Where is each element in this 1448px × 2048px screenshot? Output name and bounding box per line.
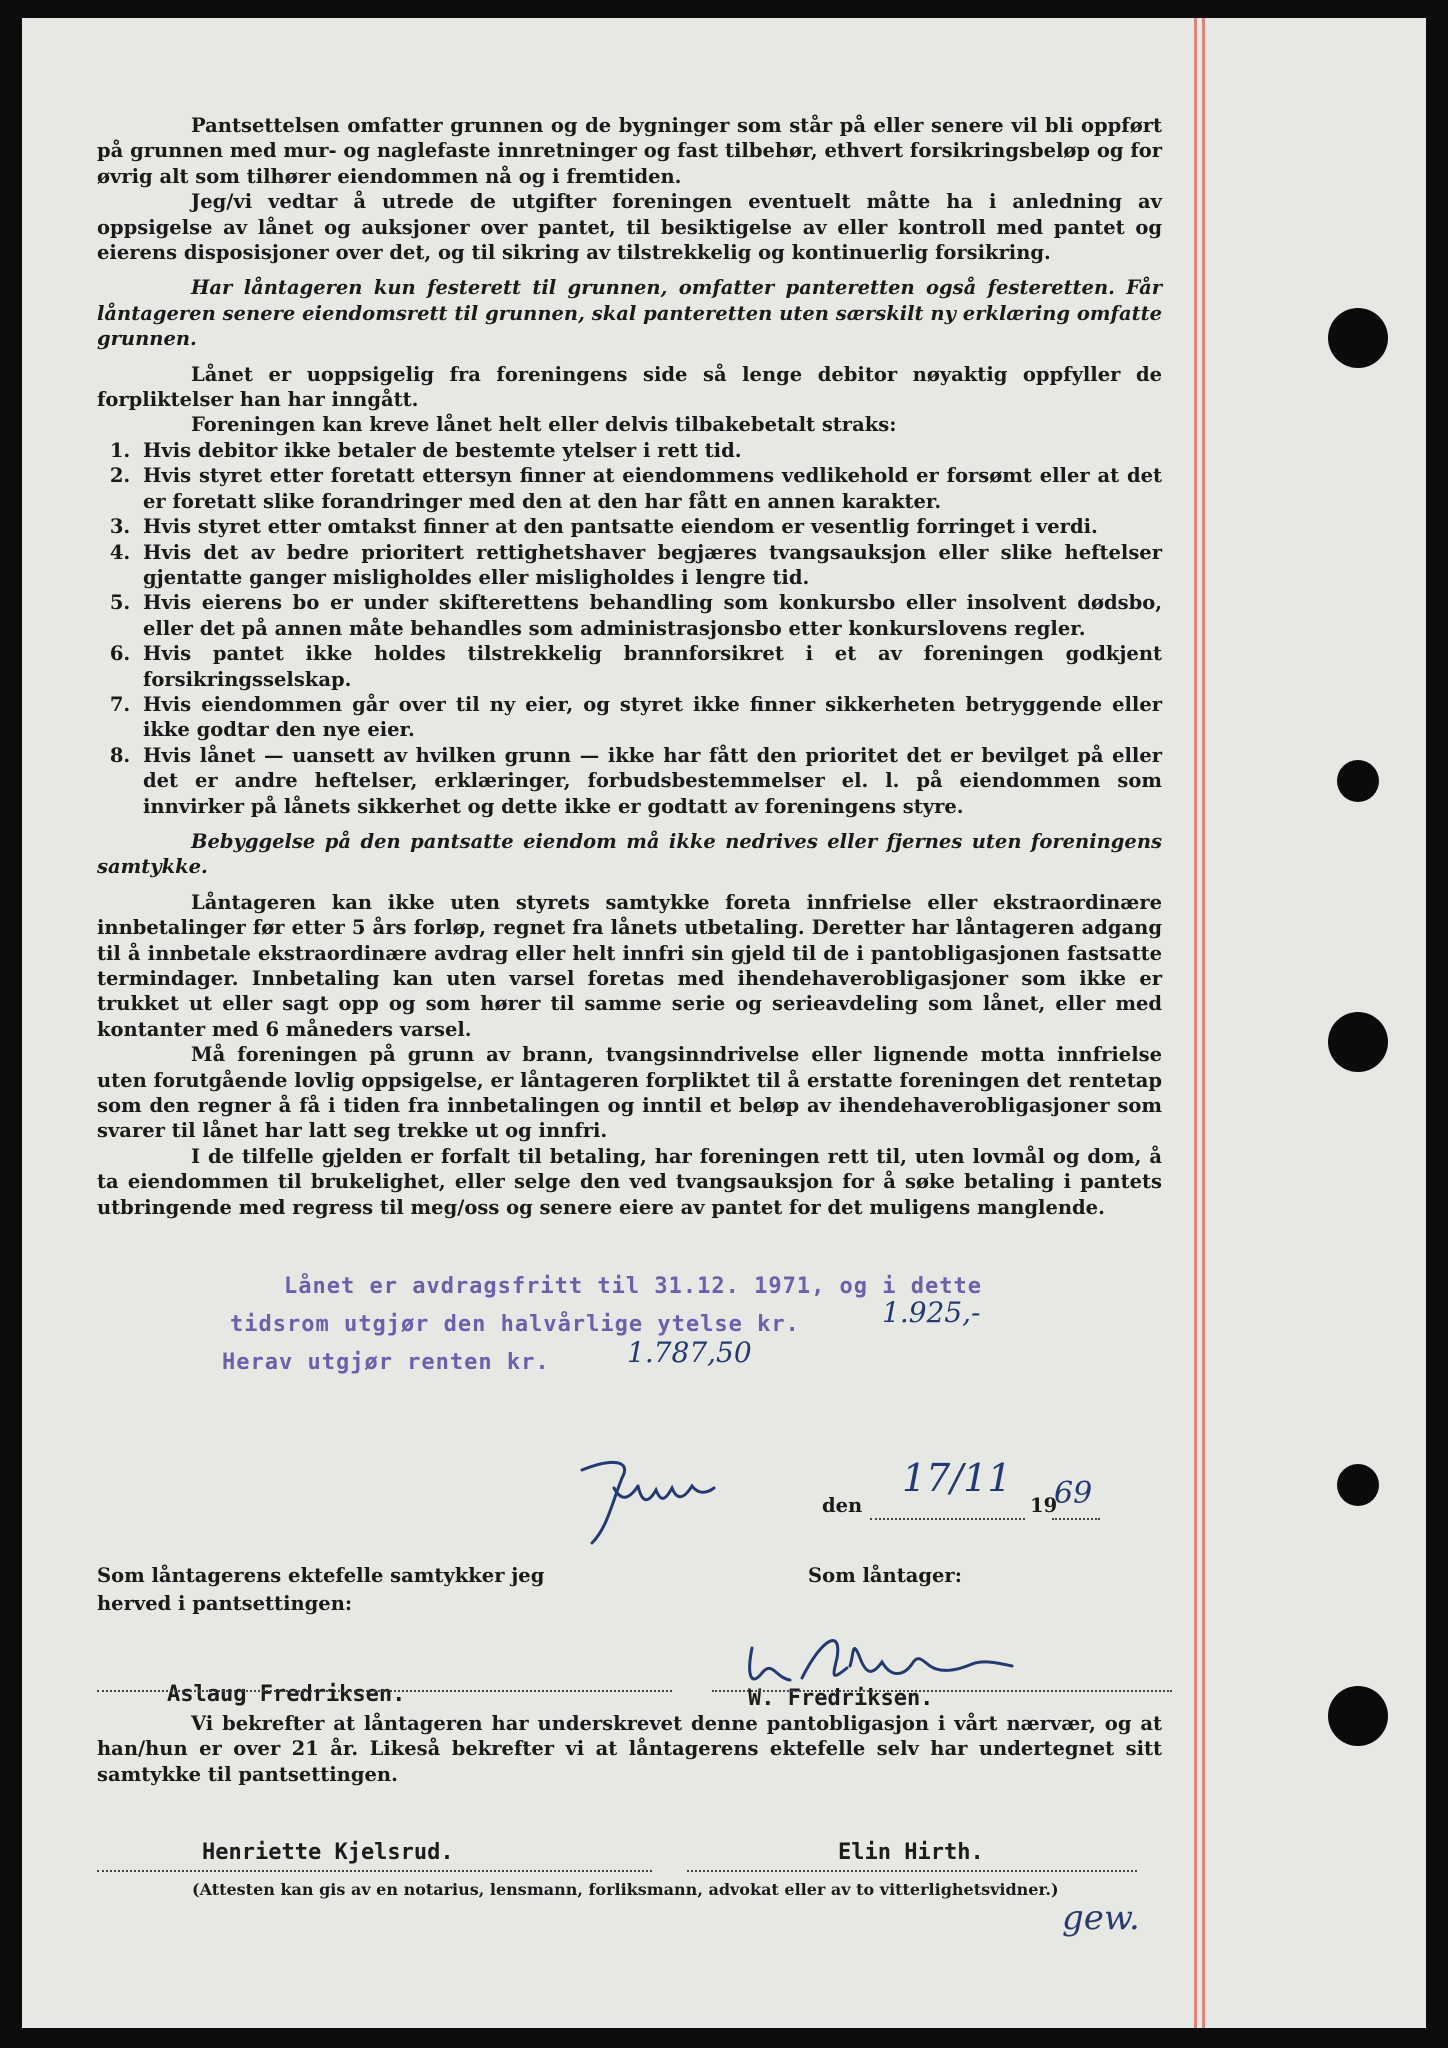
clause-paragraph: Må foreningen på grunn av brann, tvangsinndrivelse eller lignende motta innfrielse uten forutgående lovlig oppsigelse, er låntageren forpliktet til å erstatte foreningen det rentetap som den regner å få i tiden fra innbetalingen og inntil et beløp av ihendehaverobligasjoner som svarer til lånet har latt seg trekke ut og innfri. (97, 1043, 1162, 1143)
spouse-consent-label: Som låntagerens ektefelle samtykker jeg (97, 1564, 545, 1587)
witness-signature-line (97, 1870, 652, 1872)
list-item: 7. Hvis eiendommen går over til ny eier, og styret ikke finner sikkerheten betryggende eller ikke godtar den nye eier. (137, 692, 1162, 743)
spouse-consent-label: herved i pantsettingen: (97, 1592, 353, 1615)
witness-name-1: Henriette Kjelsrud. (202, 1840, 454, 1865)
borrower-label: Som låntager: (808, 1564, 962, 1587)
witness-confirmation (97, 1711, 1162, 1787)
margin-red-line (1202, 18, 1205, 2028)
margin-red-line (1194, 18, 1197, 2028)
punch-hole-icon (1337, 760, 1379, 802)
list-item: 2. Hvis styret etter foretatt ettersyn finner at eiendommens vedlikehold er forsømt eller at det er foretatt slike forandringer med den at den har fått en annen karakter. (137, 463, 1162, 514)
borrower-signature-line (712, 1690, 1172, 1692)
list-item: 8. Hvis lånet — uansett av hvilken grunn — ikke har fått den prioritet det er bevilget på eller det er andre heftelser, erklæringer, forbudsbestemmelser el. l. på eiendommen som innvirker på lånets sikkerhet og dette ikke er godtatt av foreningens styre. (137, 743, 1162, 819)
spouse-signature-line (97, 1690, 672, 1692)
clause-paragraph: Pantsettelsen omfatter grunnen og de bygninger som står på eller senere vil bli oppført på grunnen med mur- og naglefaste innretninger og fast tilbehør, ethvert forsikringsbeløp og for øvrig alt som tilhører eiendommen nå og i fremtiden. (97, 114, 1162, 188)
attestation-note: (Attesten kan gis av en notarius, lensmann, forliksmann, advokat eller av to vitterlighetsvidner.) (192, 1880, 1059, 1899)
loan-terms-text (97, 113, 1162, 1220)
stamp-line: Herav utgjør renten kr. (222, 1350, 550, 1375)
punch-hole-icon (1328, 1686, 1388, 1746)
borrower-name: W. Fredriksen. (748, 1686, 934, 1711)
place-handwriting (552, 1448, 752, 1558)
date-dotted-line (870, 1518, 1025, 1520)
repayment-conditions-list (97, 438, 1162, 819)
witness-name-2: Elin Hirth. (838, 1840, 984, 1865)
list-item: 5. Hvis eierens bo er under skifterettens behandling som konkursbo eller insolvent dødsbo, eller det på annen måte behandles som administrasjonsbo etter konkurslovens regler. (137, 590, 1162, 641)
list-item: 4. Hvis det av bedre prioritert rettighetshaver begjæres tvangsauksjon eller slike heftelser gjentatte ganger misligholdes eller misligholdes i lengre tid. (137, 540, 1162, 591)
clause-paragraph: Jeg/vi vedtar å utrede de utgifter foreningen eventuelt måtte ha i anledning av oppsigelse av lånet og auksjoner over pantet, til besiktigelse av eller kontroll med pantet og eierens disposisjoner over det, og til sikring av tilstrekkelig og kontinuerlig forsikring. (97, 190, 1162, 265)
borrower-signature-text (782, 1646, 789, 1647)
clause-paragraph: I de tilfelle gjelden er forfalt til betaling, har foreningen rett til, uten lovmål og dom, å ta eiendommen til brukelighet, eller selge den ved tvangsauksjon for å søke betaling i pantets utbringende med regress til meg/oss og senere eiere av pantet for det muligens manglende. (97, 1144, 1162, 1219)
stamp-line: tidsrom utgjør den halvårlige ytelse kr. (230, 1312, 800, 1337)
year-prefix: 19 (1030, 1494, 1058, 1517)
handwritten-initials: gew. (1062, 1898, 1140, 1938)
clause-paragraph: Låntageren kan ikke uten styrets samtykke foreta innfrielse eller ekstraordinære innbetalinger før etter 5 års forløp, regnet fra lånets utbetaling. Deretter har låntageren adgang til å innbetale ekstraordinære avdrag eller helt innfri sin gjeld til de i pantobligasjonen fastsatte termindager. Innbetaling kan uten varsel foretas med ihendehaverobligasjoner som ikke er trukket ut eller sagt opp og som hører til samme serie og serieavdeling som lånet, eller med kontanter med 6 måneders varsel. (97, 890, 1162, 1041)
punch-hole-icon (1328, 1012, 1388, 1072)
list-item: 6. Hvis pantet ikke holdes tilstrekkelig brannforsikret i et av foreningen godkjent forsikringsselskap. (137, 641, 1162, 692)
date-den-label: den (822, 1494, 863, 1517)
handwritten-amount: 1.787,50 (627, 1336, 752, 1369)
list-item: 1. Hvis debitor ikke betaler de bestemte ytelser i rett tid. (137, 438, 1162, 463)
clause-paragraph: Foreningen kan kreve lånet helt eller delvis tilbakebetalt straks: (191, 413, 897, 437)
witness-signature-line (687, 1870, 1137, 1872)
document-page (22, 18, 1426, 2028)
year-suffix: 69 (1054, 1476, 1093, 1511)
handwritten-amount: 1.925,- (882, 1296, 981, 1329)
clause-paragraph: Har låntageren kun festerett til grunnen, omfatter panteretten også festeretten. Får låntageren senere eiendomsrett til grunnen, skal panteretten uten særskilt ny erklæring omfatte grunnen. (97, 276, 1162, 351)
punch-hole-icon (1337, 1464, 1379, 1506)
spouse-name: Aslaug Fredriksen. (167, 1682, 406, 1707)
clause-paragraph: Lånet er uoppsigelig fra foreningens side så lenge debitor nøyaktig oppfyller de forpliktelser han har inngått. (97, 362, 1162, 412)
punch-hole-icon (1328, 308, 1388, 368)
year-dotted-line (1052, 1518, 1100, 1520)
witness-text: Vi bekrefter at låntageren har underskrevet denne pantobligasjon i vårt nærvær, og at han/hun er over 21 år. Likeså bekrefter vi at låntagerens ektefelle selv har undertegnet sitt samtykke til pantsettingen. (97, 1712, 1162, 1786)
stamp-line: Lånet er avdragsfritt til 31.12. 1971, og i dette (284, 1274, 983, 1299)
date-day-month: 17/11 (902, 1456, 1012, 1500)
list-item: 3. Hvis styret etter omtakst finner at den pantsatte eiendom er vesentlig forringet i verdi. (137, 514, 1162, 539)
clause-paragraph: Bebyggelse på den pantsatte eiendom må ikke nedrives eller fjernes uten foreningens samtykke. (97, 829, 1162, 879)
